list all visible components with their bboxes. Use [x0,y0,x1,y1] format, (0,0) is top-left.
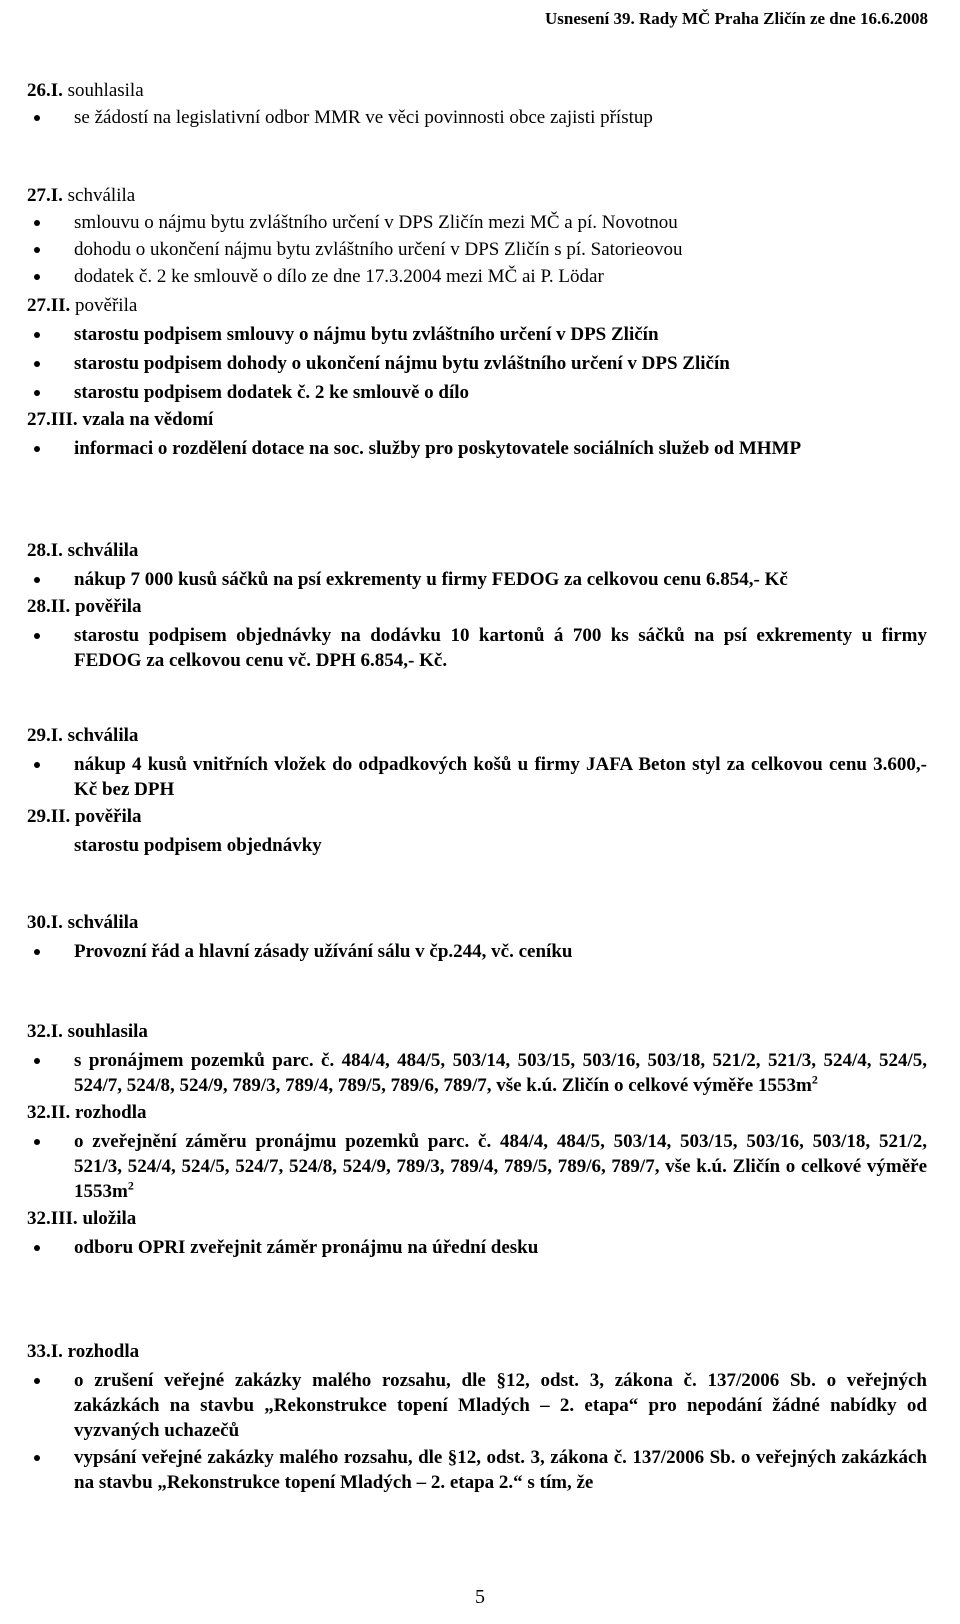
resolution-list [27,1368,927,1495]
resolution-list [27,210,927,289]
resolution-number: 32.I. [27,1021,63,1042]
resolution-verb: souhlasila [67,1021,148,1042]
page-number: 5 [475,1586,485,1608]
resolution-verb: schválila [67,725,139,746]
resolution-number: 29.II. [27,806,71,827]
list-item: vypsání veřejné zakázky malého rozsahu, dle §12, odst. 3, zákona č. 137/2006 Sb. o veřejných zakázkách na stavbu „Rekonstrukce topení Mladých – 2. etapa 2.“ s tím, že [27,1445,927,1495]
list-item: informaci o rozdělení dotace na soc. služby pro poskytovatele sociálních služeb od MHMP [27,436,927,461]
bullet-icon [34,762,40,768]
resolution-heading [27,78,927,103]
list-item: dodatek č. 2 ke smlouvě o dílo ze dne 17.3.2004 mezi MČ ai P. Lödar [27,264,927,289]
resolution-heading [27,594,927,619]
resolution-list [27,1129,927,1204]
resolution-number: 32.II. [27,1102,71,1123]
bullet-icon [34,247,40,253]
bullet-icon [34,1245,40,1251]
resolution-number: 28.II. [27,596,71,617]
resolution-number: 30.I. [27,912,63,933]
list-item: dohodu o ukončení nájmu bytu zvláštního určení v DPS Zličín s pí. Satorieovou [27,237,927,262]
resolution-heading [27,723,927,748]
resolution-number: 33.I. [27,1341,63,1362]
resolution-heading [27,407,927,432]
resolution-verb: schválila [67,912,139,933]
list-item: starostu podpisem dohody o ukončení nájmu bytu zvláštního určení v DPS Zličín [27,351,927,376]
bullet-icon [34,633,40,639]
bullet-icon [34,446,40,452]
resolution-heading [27,1339,927,1364]
bullet-icon [34,577,40,583]
resolution-heading [27,910,927,935]
resolution-heading [27,183,927,208]
list-item: starostu podpisem dodatek č. 2 ke smlouvě o dílo [27,380,927,405]
bullet-icon [34,220,40,226]
bullet-icon [34,332,40,338]
resolution-number: 28.I. [27,540,63,561]
bullet-icon [34,1378,40,1384]
resolution-number: 27.I. [27,185,63,206]
resolution-heading [27,1206,927,1231]
resolution-verb: schválila [67,540,139,561]
resolution-heading [27,1100,927,1125]
list-item: s pronájmem pozemků parc. č. 484/4, 484/5, 503/14, 503/15, 503/16, 503/18, 521/2, 521/3, 524/4, 524/5, 524/7, 524/8, 524/9, 789/3, 789/4, 789/5, 789/6, 789/7, vše k.ú. Zličín o celkové výměře $1553m^2$ [27,1048,927,1098]
list-item: Provozní řád a hlavní zásady užívání sálu v čp.244, vč. ceníku [27,939,927,964]
resolution-verb: souhlasila [67,80,144,101]
resolution-list [27,436,927,461]
resolution-number: 32.III. [27,1208,78,1229]
resolution-list [27,105,927,130]
list-item: o zveřejnění záměru pronájmu pozemků parc. č. 484/4, 484/5, 503/14, 503/15, 503/16, 503/18, 521/2, 521/3, 524/4, 524/5, 524/7, 524/8, 524/9, 789/3, 789/4, 789/5, 789/6, 789/7, vše k.ú. Zličín o celkové výměře $1553m^2$ [27,1129,927,1204]
resolution-verb: uložila [82,1208,137,1229]
resolution-number: 26.I. [27,80,63,101]
section-29 [27,723,927,858]
bullet-icon [34,949,40,955]
bullet-icon [34,1058,40,1064]
list-item: o zrušení veřejné zakázky malého rozsahu, dle §12, odst. 3, zákona č. 137/2006 Sb. o veřejných zakázkách na stavbu „Rekonstrukce topení Mladých – 2. etapa“ pro nepodání žádné nabídky od vyzvaných uchazečů [27,1368,927,1443]
resolution-heading [27,804,927,829]
resolution-verb: rozhodla [75,1102,147,1123]
section-27 [27,183,927,461]
resolution-verb: pověřila [75,596,142,617]
resolution-number: 27.III. [27,409,78,430]
resolution-text: starostu podpisem objednávky [74,835,322,856]
list-item: starostu podpisem smlouvy o nájmu bytu zvláštního určení v DPS Zličín [27,322,927,347]
bullet-icon [34,274,40,280]
bullet-icon [34,361,40,367]
resolution-verb: vzala na vědomí [82,409,214,430]
resolution-number: 29.I. [27,725,63,746]
resolution-list [27,1048,927,1098]
list-item: smlouvu o nájmu bytu zvláštního určení v DPS Zličín mezi MČ a pí. Novotnou [27,210,927,235]
list-item: se žádostí na legislativní odbor MMR ve věci povinnosti obce zajisti přístup [27,105,927,130]
bullet-icon [34,390,40,396]
list-item: nákup 4 kusů vnitřních vložek do odpadkových košů u firmy JAFA Beton styl za celkovou cenu 3.600,- Kč bez DPH [27,752,927,802]
resolution-heading [27,1019,927,1044]
resolution-list [27,1235,927,1260]
list-item: odboru OPRI zveřejnit záměr pronájmu na úřední desku [27,1235,927,1260]
resolution-verb: schválila [67,185,136,206]
bullet-icon [34,1455,40,1461]
section-28 [27,538,927,673]
section-26 [27,78,927,130]
resolution-list [27,752,927,802]
resolution-list [27,567,927,592]
resolution-heading [27,293,927,318]
list-item: starostu podpisem objednávky na dodávku 10 kartonů á 700 ks sáčků na psí exkrementy u firmy FEDOG za celkovou cenu vč. DPH 6.854,- Kč. [27,623,927,673]
resolution-verb: pověřila [75,295,138,316]
resolution-list [27,322,927,405]
resolution-number: 27.II. [27,295,71,316]
section-32 [27,1019,927,1260]
page-header: Usnesení 39. Rady MČ Praha Zličín ze dne 16.6.2008 [545,9,928,28]
list-item: nákup 7 000 kusů sáčků na psí exkrementy u firmy FEDOG za celkovou cenu 6.854,- Kč [27,567,927,592]
resolution-list [27,939,927,964]
resolution-list [27,623,927,673]
resolution-verb: rozhodla [67,1341,140,1362]
bullet-icon [34,115,40,121]
resolution-verb: pověřila [75,806,142,827]
section-33 [27,1339,927,1495]
section-30 [27,910,927,964]
bullet-icon [34,1139,40,1145]
resolution-heading [27,538,927,563]
